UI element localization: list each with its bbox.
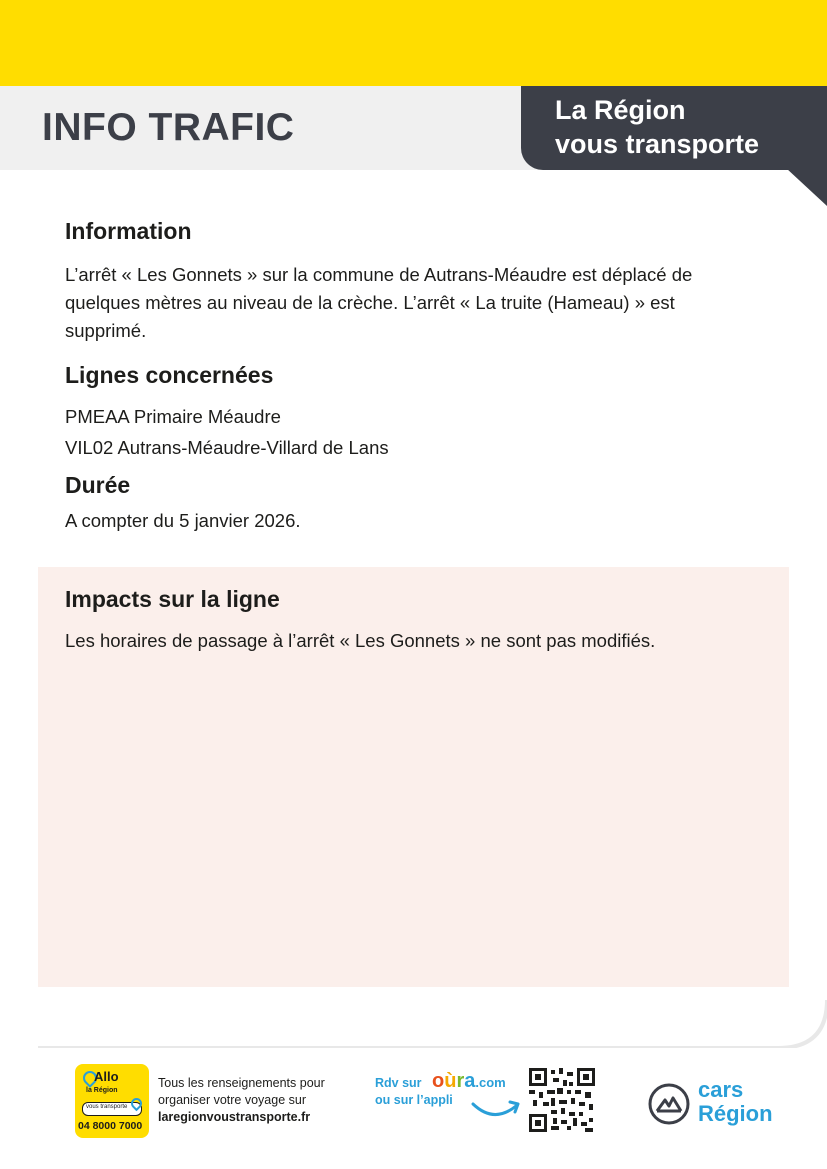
lignes-heading: Lignes concernées [65,362,274,388]
top-yellow-bar [0,0,827,86]
rdv-line-1: Rdv sur [375,1076,422,1090]
impacts-heading: Impacts sur la ligne [65,586,280,612]
brand-line-1: La Région [555,95,686,125]
oura-letter: o [432,1070,445,1092]
oura-logo[interactable] [432,1070,506,1093]
footer-url-link[interactable]: laregionvoustransporte.fr [158,1110,311,1124]
information-heading: Information [65,218,192,244]
cars-line-2: Région [698,1101,773,1126]
information-text-line: L’arrêt « Les Gonnets » sur la commune de Autrans-Méaudre est déplacé de [65,264,693,285]
rdv-line-2: ou sur l’appli [375,1093,453,1107]
brand-logo-text [555,93,759,161]
cars-line-1: cars [698,1077,744,1102]
information-text [65,261,765,345]
allo-sub: la Région [86,1087,118,1094]
brand-tab-tail [786,168,827,206]
oura-letter: ù [444,1070,457,1092]
allo-word: Allo [94,1069,119,1084]
duree-heading: Durée [65,472,131,498]
allo-phone: 04 8000 7000 [78,1120,143,1132]
footer-info-line: Tous les renseignements pour [158,1076,325,1090]
footer-info [158,1075,325,1126]
ligne-item: PMEAA Primaire Méaudre [65,406,281,427]
oura-letter: r [456,1070,465,1092]
impacts-text: Les horaires de passage à l’arrêt « Les Gonnets » ne sont pas modifiés. [65,630,656,651]
footer-info-line: organiser votre voyage sur [158,1093,306,1107]
cars-region-logo-icon [648,1083,690,1125]
duree-text: A compter du 5 janvier 2026. [65,510,301,531]
information-text-line: supprimé. [65,320,147,341]
curved-arrow-icon [470,1098,522,1120]
allo-pill-text: vous transporte [86,1104,128,1110]
ligne-item: VIL02 Autrans-Méaudre-Villard de Lans [65,437,389,458]
oura-letter: a [464,1070,476,1092]
oura-dotcom: .com [475,1075,506,1090]
information-text-line: quelques mètres au niveau de la crèche. L’arrêt « La truite (Hameau) » est [65,292,675,313]
brand-line-2: vous transporte [555,129,760,159]
qr-code-icon[interactable] [529,1068,595,1132]
page-title: INFO TRAFIC [42,106,295,149]
cars-region-wordmark [698,1078,773,1126]
